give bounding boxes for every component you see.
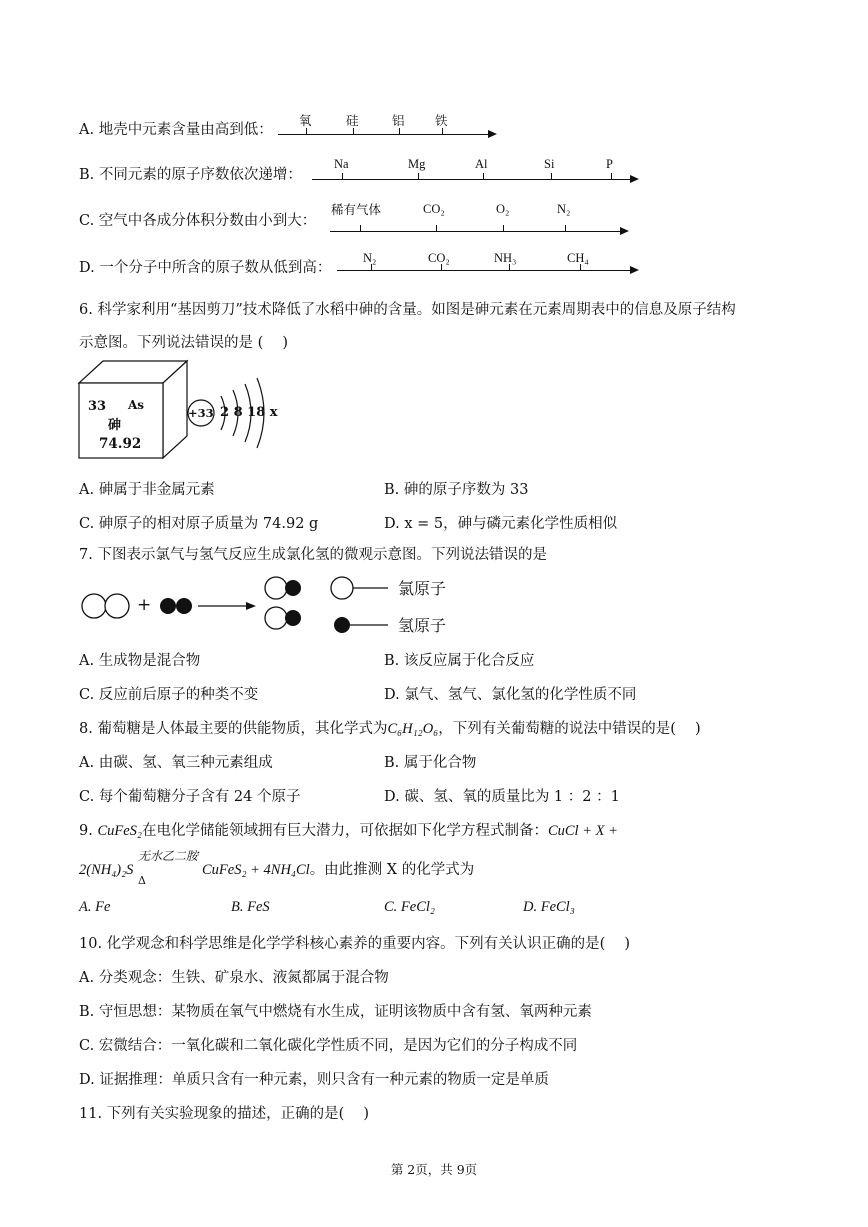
axis-tick-label: 铁 (435, 114, 448, 128)
axis-tick-label: P (606, 157, 613, 171)
element-mass: 74.92 (99, 436, 142, 452)
q8-stem-pre: 8. 葡萄糖是人体最主要的供能物质，其化学式为 (79, 721, 388, 737)
axis-tick-label: NH₃ (494, 251, 517, 265)
nucleus-charge: +33 (188, 406, 214, 420)
q7-option-c[interactable]: C. 反应前后原子的种类不变 (79, 687, 259, 703)
q6-stem-line1: 6. 科学家利用“基因剪刀”技术降低了水稻中砷的含量。如图是砷元素在元素周期表中的信息及原子结构 (79, 302, 736, 318)
q6-option-b[interactable]: B. 砷的原子序数为 33 (384, 482, 529, 498)
q10-option-b[interactable]: B. 守恒思想：某物质在氧气中燃烧有水生成，证明该物质中含有氢、氧两种元素 (79, 1004, 592, 1020)
element-number: 33 (88, 399, 107, 414)
q9-option-c[interactable]: C. FeCl₂ (384, 899, 435, 915)
q8-stem-post: ，下列有关葡萄糖的说法中错误的是( ) (438, 721, 701, 737)
axis-tick-label: O₂ (496, 202, 510, 216)
plus-sign: + (137, 595, 152, 615)
axis-tick-label: Mg (408, 157, 426, 171)
q10-stem: 10. 化学观念和科学思维是化学学科核心素养的重要内容。下列有关认识正确的是( ) (79, 936, 631, 952)
axis-tick-label: Al (475, 157, 488, 171)
q9-formula: CuFeS₂ (97, 823, 142, 839)
q11-stem: 11. 下列有关实验现象的描述，正确的是( ) (79, 1106, 370, 1122)
legend-chlorine: 氯原子 (398, 579, 447, 598)
q5-option-d-label: D. 一个分子中所含的原子数从低到高： (79, 260, 332, 276)
element-symbol: As (128, 398, 145, 412)
q7-option-d[interactable]: D. 氯气、氢气、氯化氢的化学性质不同 (384, 687, 637, 703)
q7-option-b[interactable]: B. 该反应属于化合反应 (384, 653, 535, 669)
q6-stem-line2: 示意图。下列说法错误的是 ( ) (79, 335, 289, 351)
axis-tick-label: 铝 (392, 114, 405, 128)
axis-tick-label: CO₂ (423, 202, 445, 216)
axis-tick-label: N₂ (363, 251, 377, 265)
axis-tick-label: CO₂ (428, 251, 450, 265)
page-footer: 第 2页，共 9页 (390, 1162, 478, 1177)
q6-option-a[interactable]: A. 砷属于非金属元素 (79, 482, 215, 498)
q8-stem (79, 717, 701, 738)
electron-shells: 2 8 18 x (220, 405, 278, 420)
q9-line1 (79, 819, 618, 840)
q9-number: 9. (79, 823, 98, 839)
q6-option-c[interactable]: C. 砷原子的相对原子质量为 74.92 g (79, 516, 319, 532)
q10-option-d[interactable]: D. 证据推理：单质只含有一种元素，则只含有一种元素的物质一定是单质 (79, 1072, 549, 1088)
q8-option-c[interactable]: C. 每个葡萄糖分子含有 24 个原子 (79, 789, 301, 805)
q10-option-a[interactable]: A. 分类观念：生铁、矿泉水、液氮都属于混合物 (79, 970, 389, 986)
q7-option-a[interactable]: A. 生成物是混合物 (79, 653, 201, 669)
q7-stem: 7. 下图表示氯气与氢气反应生成氯化氢的微观示意图。下列说法错误的是 (79, 547, 547, 563)
q9-option-a[interactable]: A. Fe (79, 899, 111, 915)
q9-option-b[interactable]: B. FeS (231, 899, 270, 915)
q8-option-a[interactable]: A. 由碳、氢、氧三种元素组成 (79, 755, 273, 771)
q5-option-b-label: B. 不同元素的原子序数依次递增： (79, 167, 302, 183)
q9-question: 。由此推测 X 的化学式为 (309, 862, 475, 878)
q9-line2 (79, 849, 475, 887)
axis-tick-label: N₂ (557, 202, 571, 216)
axis-tick-label: 稀有气体 (331, 203, 382, 217)
axis-tick-label: Na (334, 157, 349, 171)
axis-tick-label: 硅 (346, 114, 359, 128)
axis-tick-label: 氧 (299, 114, 312, 128)
axis-tick-label: Si (544, 157, 555, 171)
element-name: 砷 (108, 418, 122, 433)
axis-tick-label: CH₄ (567, 251, 589, 265)
q10-option-c[interactable]: C. 宏微结合：一氧化碳和二氧化碳化学性质不同，是因为它们的分子构成不同 (79, 1038, 578, 1054)
heat-symbol: Δ (138, 874, 146, 887)
q5-option-c-label: C. 空气中各成分体积分数由小到大： (79, 213, 317, 229)
legend-hydrogen: 氢原子 (398, 616, 447, 635)
q9-equation-part1: CuCl + X + (547, 823, 618, 839)
q6-option-d[interactable]: D. x = 5，砷与磷元素化学性质相似 (384, 516, 618, 532)
q9-products: CuFeS₂ + 4NH₄Cl (202, 862, 310, 878)
glucose-formula: C₆H₁₂O₆ (387, 721, 439, 737)
condition-text: 无水乙二胺 (138, 849, 199, 863)
q8-option-b[interactable]: B. 属于化合物 (384, 755, 477, 771)
q9-option-d[interactable]: D. FeCl₃ (523, 899, 575, 915)
q8-option-d[interactable]: D. 碳、氢、氧的质量比为 1 ：2 ：1 (384, 789, 620, 805)
reaction-condition (138, 849, 202, 887)
q9-reactant: 2(NH₄)₂S (79, 862, 134, 878)
q5-option-a-label: A. 地壳中元素含量由高到低： (79, 122, 273, 138)
q9-text: 在电化学储能领域拥有巨大潜力，可依据如下化学方程式制备： (141, 823, 548, 839)
